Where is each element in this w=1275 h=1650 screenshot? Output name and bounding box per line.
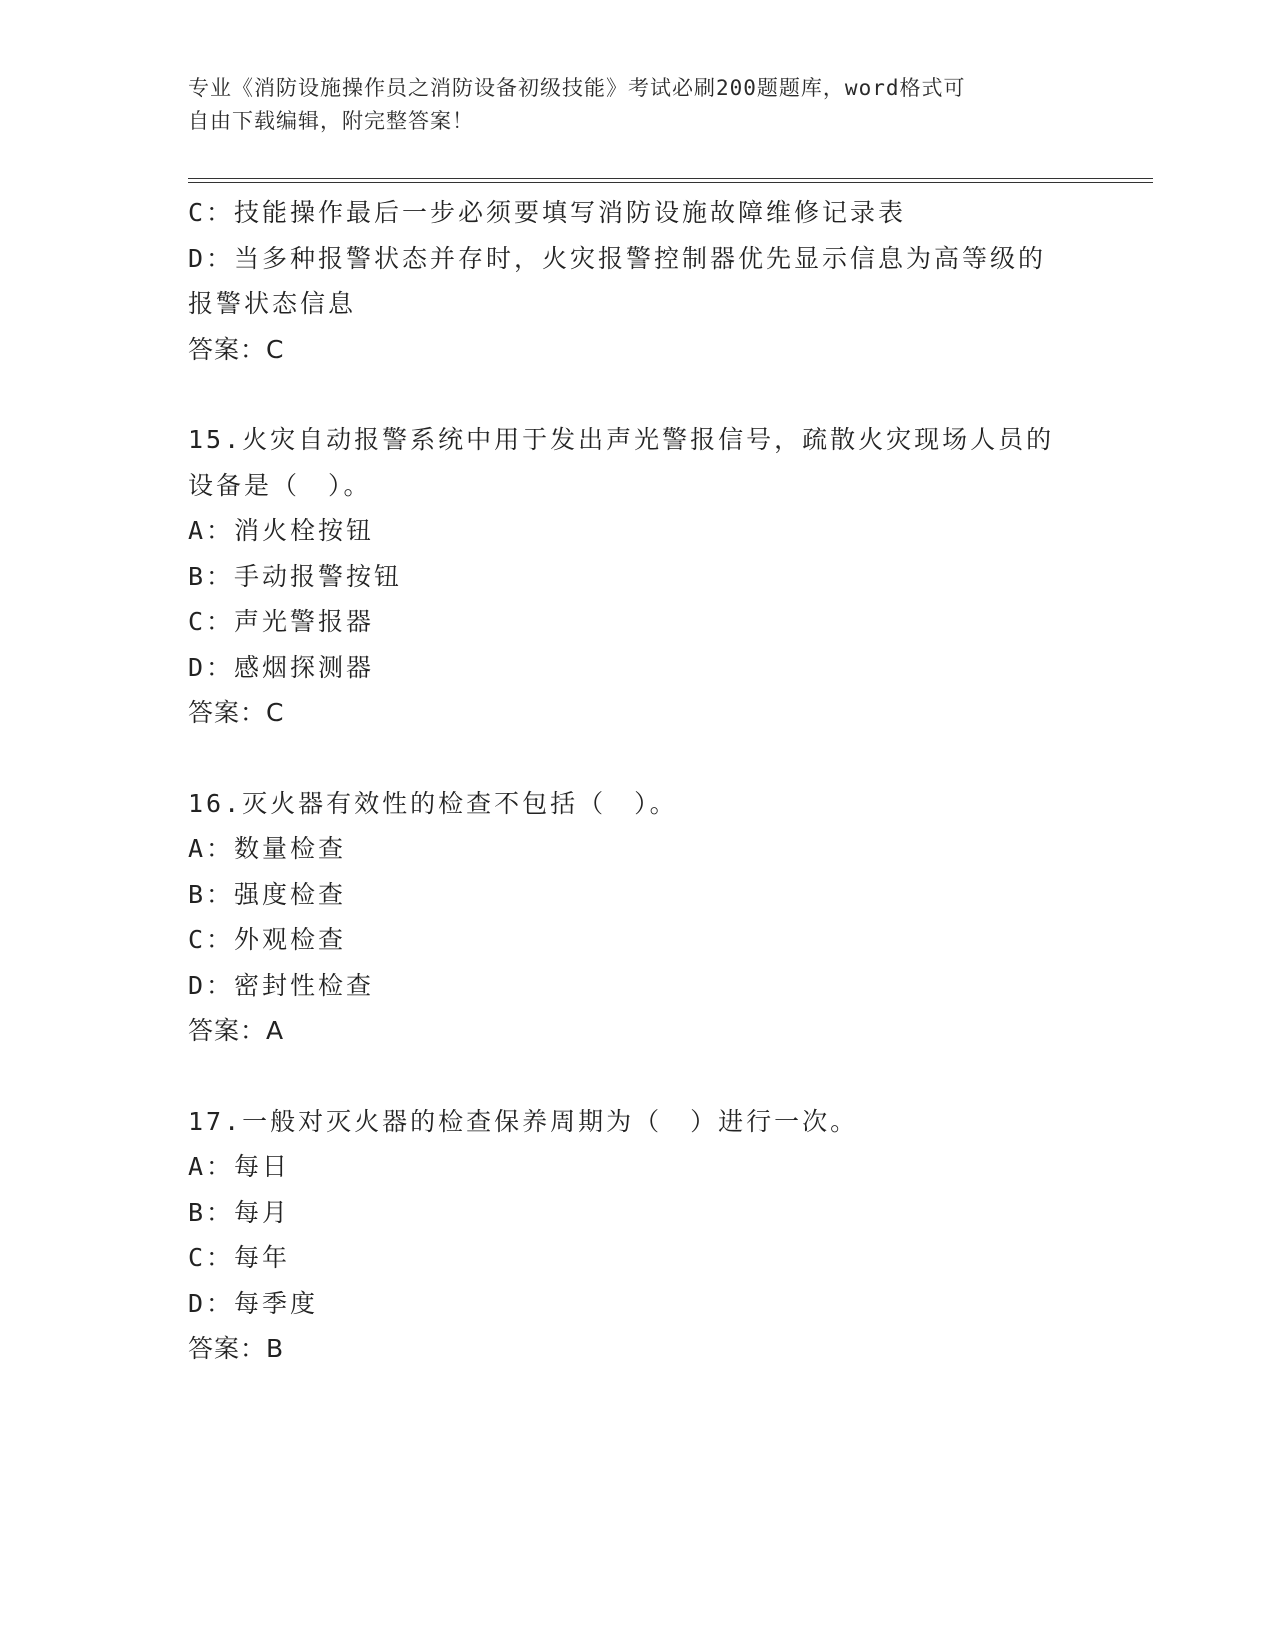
answer: 答案：C: [188, 334, 285, 364]
header-divider-top: [188, 178, 1153, 179]
option-c: C：声光警报器: [188, 607, 375, 636]
option-d-continued: 报警状态信息: [188, 289, 357, 318]
option-b: B：每月: [188, 1197, 291, 1227]
question-stem: 16.灭火器有效性的检查不包括（ ）。: [188, 788, 678, 818]
header-divider-bottom: [188, 182, 1153, 183]
question-stem: 15.火灾自动报警系统中用于发出声光警报信号，疏散火灾现场人员的: [188, 425, 1055, 454]
option-d: D：感烟探测器: [188, 652, 375, 682]
question-15: [188, 417, 1088, 736]
answer: 答案：A: [188, 1016, 285, 1045]
question-17: [188, 1099, 1088, 1372]
option-b: B：手动报警按钮: [188, 561, 403, 591]
document-header: [188, 72, 1088, 138]
answer: 答案：C: [188, 698, 285, 727]
option-a: A：每日: [188, 1152, 291, 1181]
prev-question-tail: [188, 190, 1088, 372]
question-16: [188, 781, 1088, 1054]
header-line-1: 专业《消防设施操作员之消防设备初级技能》考试必刷200题题库，word格式可: [188, 76, 966, 100]
option-d: D：密封性检查: [188, 970, 375, 1000]
option-c: C：外观检查: [188, 925, 347, 954]
option-c: C：每年: [188, 1243, 291, 1272]
option-a: A：数量检查: [188, 834, 347, 863]
option-d: D：当多种报警状态并存时，火灾报警控制器优先显示信息为高等级的: [188, 243, 1047, 273]
option-d: D：每季度: [188, 1288, 319, 1318]
option-a: A：消火栓按钮: [188, 516, 375, 545]
header-line-2: 自由下载编辑，附完整答案！: [188, 109, 474, 133]
answer: 答案：B: [188, 1334, 285, 1363]
question-content: [188, 190, 1088, 1372]
question-stem-continued: 设备是（ ）。: [188, 470, 372, 500]
option-b: B：强度检查: [188, 879, 347, 909]
question-stem: 17.一般对灭火器的检查保养周期为（ ）进行一次。: [188, 1106, 859, 1136]
option-c: C：技能操作最后一步必须要填写消防设施故障维修记录表: [188, 198, 907, 227]
